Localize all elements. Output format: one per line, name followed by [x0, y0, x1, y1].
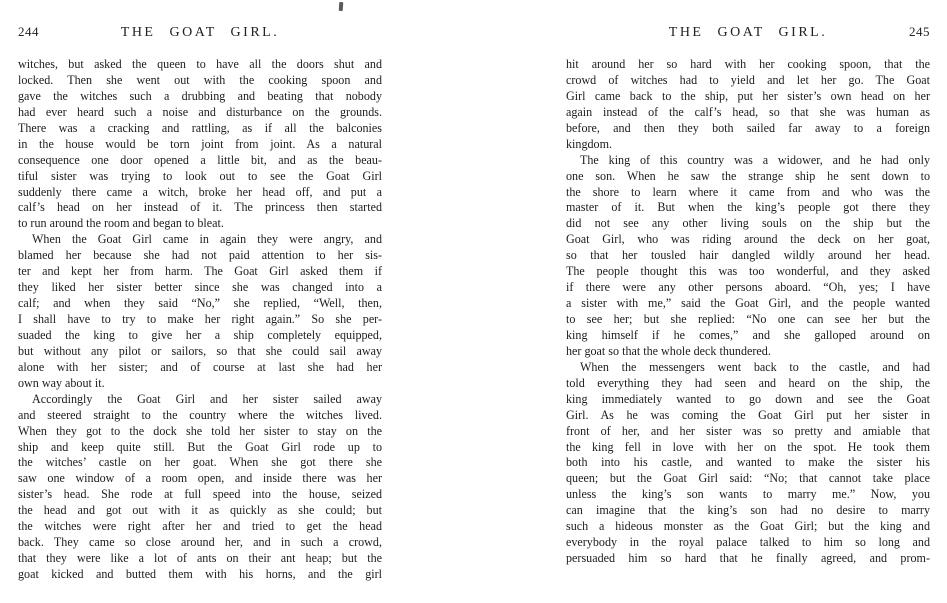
text-line: to run around the room and began to bleat. [18, 216, 224, 231]
text-line: everybody in the royal palace talked to him so long and [566, 535, 930, 550]
text-line: own way about it. [18, 375, 105, 390]
text-line: saw one window of a room open, and inside there was her [18, 471, 382, 486]
text-line: When the messengers went back to the castle, and had [580, 359, 930, 374]
text-line: one son. When he saw the strange ship he sent down to [566, 168, 930, 183]
text-line: if there were any other persons aboard. “Oh, yes; I have [566, 280, 930, 295]
text-line: had ever heard such a noise and disturbance on the grounds. [18, 104, 382, 119]
page-number-left: 244 [18, 24, 39, 39]
text-line: before, and then they both sailed far away to a foreign [566, 120, 930, 135]
text-line: again instead of the calf’s head, so that she was human as [566, 104, 930, 119]
ink-speck [339, 2, 344, 11]
text-line: both into his castle, and wanted to make the sister his [566, 455, 930, 470]
text-line: The people thought this was too wonderful, and they asked [566, 264, 930, 279]
text-line: I shall have to try to make her right again.” So she per- [18, 312, 382, 326]
text-line: back. They came so close around her, and in such a crowd, [18, 535, 382, 550]
page-right [566, 24, 930, 567]
text-line: queen; but the Goat Girl said: “No; that cannot take place [566, 471, 930, 486]
text-line: suaded the king to give her a ship completely equipped, [18, 327, 382, 342]
text-line: crowd of witches had to yield and let her go. The Goat [566, 72, 930, 87]
text-line: There was a cracking and rattling, as if all the balconies [18, 120, 382, 135]
text-line: to see her; but she replied: “No one can see her but the [566, 312, 930, 326]
page-header-right [566, 24, 930, 41]
text-line: the head and got out with it as quickly as she could; but [18, 503, 382, 518]
text-line: and steered straight to the country where the witches lived. [18, 407, 382, 422]
text-line: Goat Girl, who was riding around the deck on her goat, [566, 232, 930, 247]
text-line: hit around her so hard with her cooking spoon, that the [566, 57, 930, 71]
text-line: The king of this country was a widower, and he had only [580, 152, 930, 167]
text-line: but without any pilot or sailors, so that she could sail away [18, 343, 382, 358]
text-line: can imagine that the king’s son had no desire to marry [566, 503, 930, 518]
text-line: goat kicked and butted them with his horns, and the girl [18, 567, 382, 581]
page-number-right: 245 [909, 24, 930, 39]
text-line: that they were like a lot of ants on their ant heap; but the [18, 551, 382, 566]
text-line: master of it. But when the king’s people got there they [566, 200, 930, 215]
running-title-right: THE GOAT GIRL. [668, 25, 828, 40]
text-line: king himself if he comes,” and she galloped around on [566, 327, 930, 342]
text-line: When they got to the dock she told her sister to stay on the [18, 423, 382, 438]
page-left [18, 24, 382, 583]
text-line: did not see any other living souls on the ship but the [566, 216, 930, 231]
text-line: ship and keep quite still. But the Goat Girl rode up to [18, 439, 382, 454]
text-line: Accordingly the Goat Girl and her sister sailed away [32, 391, 382, 406]
text-line: unless the king’s son wants to marry me.” Now, you [566, 487, 930, 502]
text-line: Girl came back to the ship, put her sister’s own head on her [566, 88, 930, 103]
text-line: Girl. As he was coming the Goat Girl put her sister in [566, 407, 930, 422]
text-line: the witches were right after her and tried to get the head [18, 519, 382, 534]
text-line: gave the witches such a drubbing and beating that nobody [18, 88, 382, 103]
text-line: tiful sister was trying to look out to see the Goat Girl [18, 168, 382, 183]
text-line: ter and kept her from harm. The Goat Girl asked them if [18, 264, 382, 279]
text-column-left [18, 57, 382, 583]
text-line: front of her, and her sister was so pretty and amiable that [566, 423, 930, 438]
text-line: king immediately wanted to go down and see the Goat [566, 391, 930, 406]
text-line: a sister with me,” said the Goat Girl, and the people wanted [566, 296, 930, 311]
text-line: in the house would be torn joint from joint. As a natural [18, 136, 382, 151]
text-line: such a hideous monster as the Goat Girl; but the king and [566, 519, 930, 534]
text-line: alone with her sister; and of course at last she had her [18, 359, 382, 374]
text-line: sister’s head. She rode at full speed into the house, seized [18, 487, 382, 502]
text-line: her goat so that the whole deck thundered. [566, 343, 771, 358]
page-header-left [18, 24, 382, 41]
text-line: told everything they had seen and heard on the ship, the [566, 375, 930, 390]
text-column-right [566, 57, 930, 567]
text-line: persuaded him so hard that he finally agreed, and prom- [566, 551, 930, 566]
text-line: locked. Then she went out with the cooking spoon and [18, 72, 382, 87]
text-line: suddenly there came a witch, broke her head off, and put a [18, 184, 382, 199]
text-line: kingdom. [566, 136, 613, 151]
text-line: When the Goat Girl came in again they were angry, and [32, 232, 382, 247]
text-line: consequence one door opened a little bit, and as the beau- [18, 152, 382, 167]
text-line: the witches’ castle on her goat. When she got there she [18, 455, 382, 470]
running-title-left: THE GOAT GIRL. [120, 25, 280, 40]
text-line: witches, but asked the queen to have all the doors shut and [18, 57, 382, 71]
text-line: blamed her because she had not paid attention to her sis- [18, 248, 382, 263]
text-line: calf’s head on her instead of it. The princess then started [18, 200, 382, 215]
text-line: the shore to learn where it came from and who was the [566, 184, 930, 199]
text-line: the king fell in love with her on the spot. He took them [566, 439, 930, 454]
text-line: so that her tousled hair dangled wildly around her head. [566, 248, 930, 263]
text-line: calf; and when they said “No,” she replied, “Well, then, [18, 296, 382, 311]
text-line: they liked her sister better since she was changed into a [18, 280, 382, 295]
